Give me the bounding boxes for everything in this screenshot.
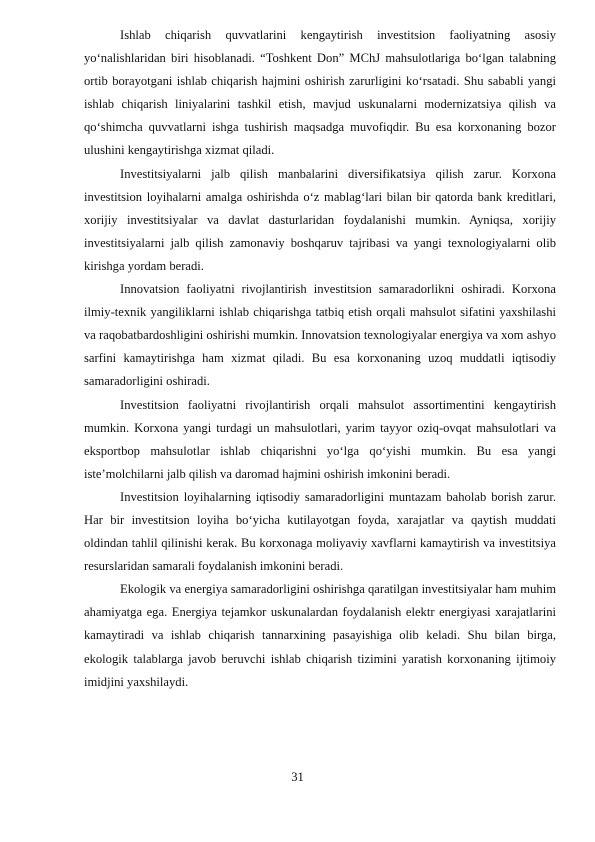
paragraph: Innovatsion faoliyatni rivojlantirish investitsion samaradorlikni oshiradi. Korxona ilmiy-texnik yangiliklarni ishlab chiqarishga tatbiq etish orqali mahsulot sifatini yaxshilashi va raqobatbardoshligini oshirishi mumkin. Innovatsion texnologiyalar energiya va xom ashyo sarfini kamaytirishga ham xizmat qiladi. Bu esa korxonaning uzoq muddatli iqtisodiy samaradorligini oshiradi. xyxy=(84,282,556,389)
page-number: 31 xyxy=(291,770,304,784)
paragraph: Ekologik va energiya samaradorligini oshirishga qaratilgan investitsiyalar ham muhim ahamiyatga ega. Energiya tejamkor uskunalardan foydalanish elektr energiyasi xarajatlarini kamaytiradi va ishlab chiqarish tannarxining pasayishiga olib keladi. Shu bilan birga, ekologik talablarga javob beruvchi ishlab chiqarish tizimini yaratish korxonaning ijtimoiy imidjini yaxshilaydi. xyxy=(84,582,556,689)
body-text xyxy=(84,24,556,694)
paragraph: Investitsion faoliyatni rivojlantirish orqali mahsulot assortimentini kengaytirish mumkin. Korxona yangi turdagi un mahsulotlari, yarim tayyor oziq-ovqat mahsulotlari va eksportbop mahsulotlar ishlab chiqarishni yo‘lga qo‘yishi mumkin. Bu esa yangi iste’molchilarni jalb qilish va daromad hajmini oshirish imkonini beradi. xyxy=(84,397,556,481)
paragraph: Investitsion loyihalarning iqtisodiy samaradorligini muntazam baholab borish zarur. Har bir investitsion loyiha bo‘yicha kutilayotgan foyda, xarajatlar va qaytish muddati oldindan tahlil qilinishi kerak. Bu korxonaga moliyaviy xavflarni kamaytirish va investitsiya resurslaridan samarali foydalanish imkonini beradi. xyxy=(84,489,556,574)
paragraph: Ishlab chiqarish quvvatlarini kengaytirish investitsion faoliyatning asosiy yo‘nalishlaridan biri hisoblanadi. “Toshkent Don” MChJ mahsulotlariga bo‘lgan talabning ortib borayotgani ishlab chiqarish hajmini oshirish zarurligini ko‘rsatadi. Shu sababli yangi ishlab chiqarish liniyalarini tashkil etish, mavjud uskunalarni modernizatsiya qilish va qo‘shimcha quvvatlarni ishga tushirish maqsadga muvofiqdir. Bu esa korxonaning bozor ulushini kengaytirishga xizmat qiladi. xyxy=(84,28,556,158)
paragraph: Investitsiyalarni jalb qilish manbalarini diversifikatsiya qilish zarur. Korxona investitsion loyihalarni amalga oshirishda o‘z mablag‘lari bilan bir qatorda bank kreditlari, xorijiy investitsiyalar va davlat dasturlaridan foydalanishi mumkin. Ayniqsa, xorijiy investitsiyalarni jalb qilish zamonaviy boshqaruv tajribasi va yangi texnologiyalarni olib kirishga yordam beradi. xyxy=(84,166,556,273)
